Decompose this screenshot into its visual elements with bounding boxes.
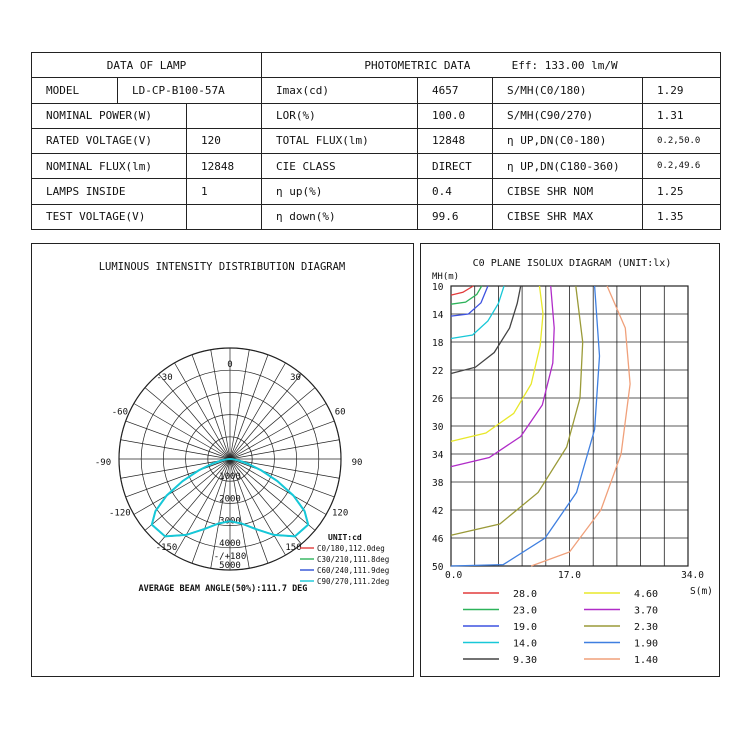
polar-angle-label: -150 <box>155 543 178 554</box>
isolux-y-tick: 22 <box>432 366 444 377</box>
polar-angle-label: -120 <box>109 508 131 519</box>
polar-angle-label: 0 <box>227 360 233 370</box>
isolux-y-tick: 46 <box>432 534 444 545</box>
isolux-y-tick: 14 <box>432 310 444 321</box>
row-label: CIBSE SHR NOM <box>493 179 643 204</box>
row-label: η UP,DN(C0-180) <box>493 128 643 153</box>
row-value: 100.0 <box>418 103 493 128</box>
polar-radial-label: 1000 <box>219 472 241 483</box>
row-label: Imax(cd) <box>262 78 418 103</box>
polar-angle-label: -/+180 <box>213 552 247 562</box>
isolux-title: C0 PLANE ISOLUX DIAGRAM (UNIT:lx) <box>472 258 672 269</box>
row-label: TEST VOLTAGE(V) <box>32 204 187 229</box>
polar-angle-label: -30 <box>156 372 173 383</box>
row-value: 12848 <box>187 154 262 179</box>
isolux-legend-value: 14.0 <box>513 638 538 650</box>
polar-angle-label: -90 <box>94 458 112 468</box>
row-label: RATED VOLTAGE(V) <box>32 128 187 153</box>
row-label: η up(%) <box>262 179 418 204</box>
isolux-legend-value: 9.30 <box>513 655 538 666</box>
row-label: MODEL <box>32 78 118 103</box>
polar-footer: AVERAGE BEAM ANGLE(50%):111.7 DEG <box>138 584 308 594</box>
row-value: 1.29 <box>643 78 721 103</box>
row-value: 0.2,50.0 <box>643 128 721 153</box>
isolux-y-tick: 50 <box>432 562 444 573</box>
isolux-y-tick: 38 <box>432 478 444 489</box>
isolux-legend-value: 1.40 <box>634 655 659 666</box>
isolux-legend-value: 23.0 <box>513 605 538 617</box>
polar-legend-label: C90/270,111.2deg <box>317 577 390 586</box>
polar-title: LUMINOUS INTENSITY DISTRIBUTION DIAGRAM <box>98 261 346 273</box>
photometric-title: PHOTOMETRIC DATA <box>364 58 471 72</box>
row-label: CIE CLASS <box>262 154 418 179</box>
isolux-x-tick: 0.0 <box>445 570 463 581</box>
isolux-legend-value: 4.60 <box>634 589 659 600</box>
isolux-legend-value: 28.0 <box>513 589 538 600</box>
polar-angle-label: 30 <box>290 372 301 383</box>
row-label: LAMPS INSIDE <box>32 179 187 204</box>
row-label: S/MH(C90/270) <box>493 103 643 128</box>
polar-angle-label: -60 <box>111 407 129 418</box>
row-value: 1 <box>187 179 262 204</box>
polar-legend-label: C0/180,112.0deg <box>317 544 385 553</box>
isolux-legend-value: 3.70 <box>634 605 659 617</box>
polar-angle-label: 90 <box>351 458 363 468</box>
row-value: 4657 <box>418 78 493 103</box>
row-value: 0.2,49.6 <box>643 154 721 179</box>
isolux-y-tick: 26 <box>432 394 444 405</box>
row-label: TOTAL FLUX(lm) <box>262 128 418 153</box>
isolux-y-tick: 10 <box>432 282 444 293</box>
isolux-x-label: S(m) <box>690 586 713 597</box>
polar-radial-label: 5000 <box>219 561 241 571</box>
row-value: 1.35 <box>643 204 721 229</box>
isolux-contour <box>451 286 543 441</box>
polar-radial-label: 3000 <box>219 516 241 527</box>
isolux-contour <box>451 286 488 316</box>
isolux-legend-value: 1.90 <box>634 638 659 650</box>
polar-angle-label: 120 <box>331 508 349 519</box>
row-value: 99.6 <box>418 204 493 229</box>
isolux-x-tick: 17.0 <box>558 570 581 581</box>
row-label: NOMINAL FLUX(lm) <box>32 154 187 179</box>
polar-unit-label: UNIT:cd <box>328 533 362 542</box>
isolux-contour <box>451 286 473 295</box>
isolux-contour <box>451 286 583 535</box>
row-value: DIRECT <box>418 154 493 179</box>
polar-angle-label: 150 <box>285 543 302 554</box>
row-label: η down(%) <box>262 204 418 229</box>
row-value: 1.31 <box>643 103 721 128</box>
polar-legend-label: C60/240,111.9deg <box>317 566 390 575</box>
polar-legend-label: C30/210,111.8deg <box>317 555 390 564</box>
row-label: S/MH(C0/180) <box>493 78 643 103</box>
isolux-y-tick: 30 <box>432 422 444 433</box>
isolux-y-tick: 42 <box>432 506 444 517</box>
isolux-y-tick: 34 <box>432 450 444 461</box>
isolux-contour <box>451 286 554 467</box>
isolux-legend-value: 2.30 <box>634 622 659 633</box>
polar-radial-label: 4000 <box>219 538 241 549</box>
efficiency-value: Eff: 133.00 lm/W <box>511 58 618 72</box>
row-value: 120 <box>187 128 262 153</box>
isolux-legend-value: 19.0 <box>513 622 538 633</box>
isolux-grid <box>451 286 688 566</box>
row-value: LD-CP-B100-57A <box>118 78 262 103</box>
row-value: 1.25 <box>643 179 721 204</box>
polar-angle-label: 60 <box>334 407 346 418</box>
isolux-y-label: MH(m) <box>432 272 460 282</box>
isolux-y-tick: 18 <box>432 338 444 349</box>
isolux-contour <box>451 286 521 374</box>
row-label: LOR(%) <box>262 103 418 128</box>
isolux-x-tick: 34.0 <box>681 570 704 581</box>
row-label: CIBSE SHR MAX <box>493 204 643 229</box>
row-value: 0.4 <box>418 179 493 204</box>
row-label: NOMINAL POWER(W) <box>32 103 187 128</box>
row-value: 12848 <box>418 128 493 153</box>
polar-radial-label: 2000 <box>219 494 241 505</box>
lamp-data-header: DATA OF LAMP <box>32 53 262 78</box>
row-label: η UP,DN(C180-360) <box>493 154 643 179</box>
isolux-contour <box>451 286 482 304</box>
